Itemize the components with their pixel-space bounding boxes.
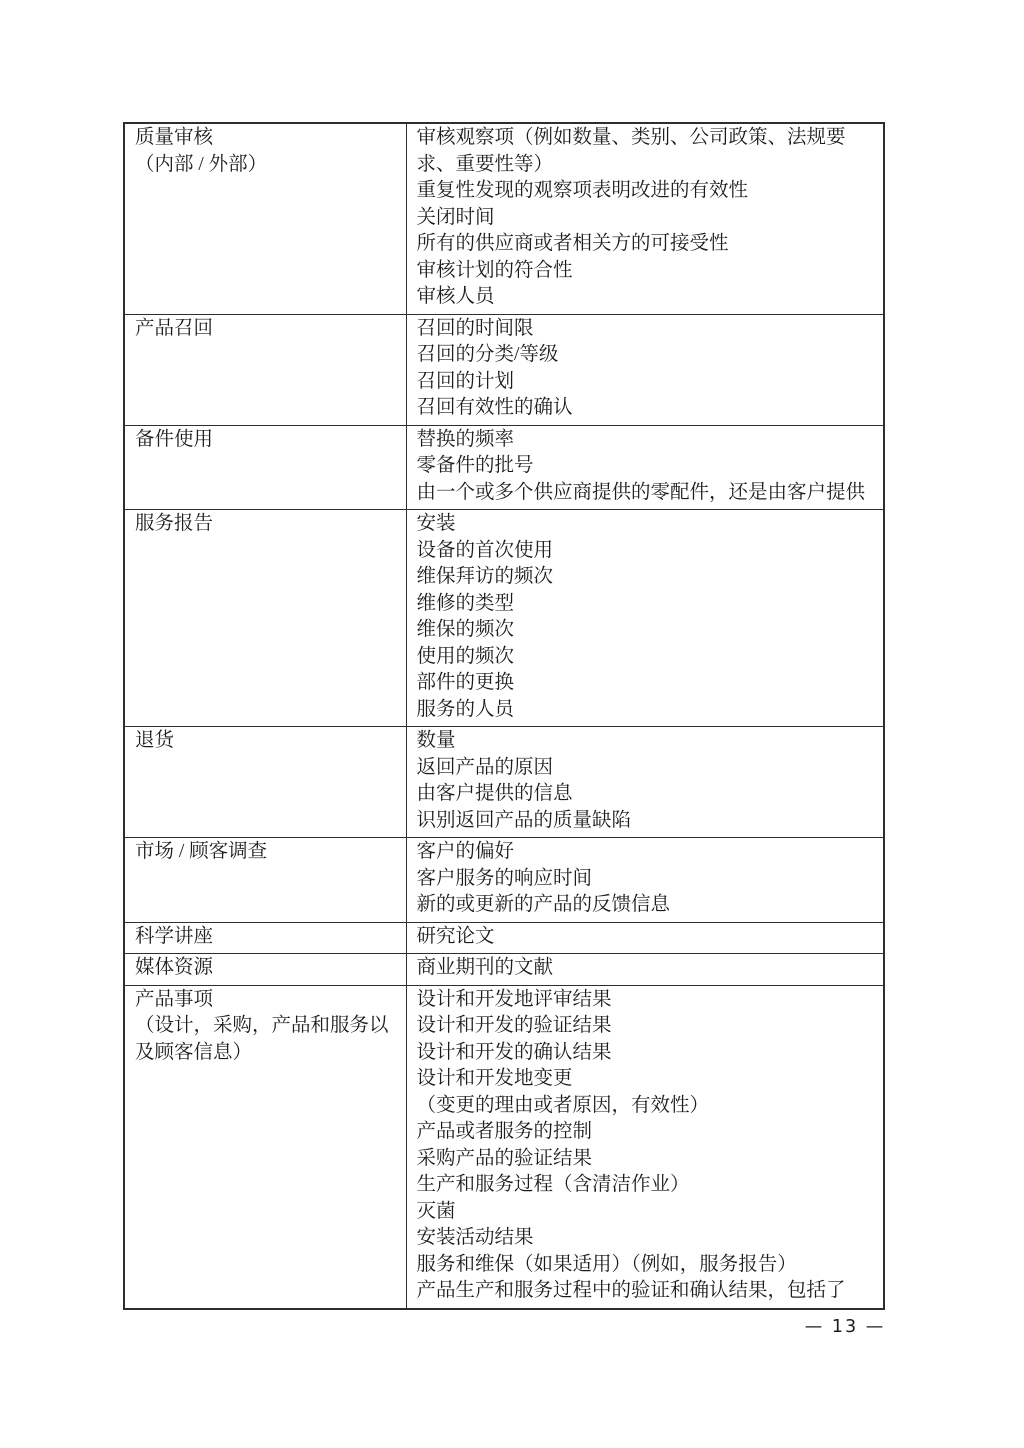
record-item: 返回产品的原因 xyxy=(416,756,554,778)
record-item: 生产和服务过程（含清洁作业） xyxy=(416,1174,690,1195)
topic-cell xyxy=(124,838,406,923)
record-item: 所有的供应商或者相关方的可接受性 xyxy=(416,233,729,254)
record-item: 替换的频率 xyxy=(416,428,515,450)
table-row xyxy=(124,425,884,510)
record-item: 新的或更新的产品的反馈信息 xyxy=(416,894,671,915)
items-cell xyxy=(406,425,884,510)
record-item: 数量 xyxy=(416,730,456,751)
topic-cell xyxy=(124,954,406,986)
record-item: 客户的偏好 xyxy=(416,841,515,862)
record-item: 维保的频次 xyxy=(416,619,515,640)
record-item: 客户服务的响应时间 xyxy=(416,867,593,889)
record-item: 设计和开发地评审结果 xyxy=(416,988,612,1010)
record-item: 研究论文 xyxy=(416,925,495,947)
items-cell xyxy=(406,922,884,954)
record-item: 由一个或多个供应商提供的零配件，还是由客户提供 xyxy=(416,481,866,503)
record-item: 审核观察项（例如数量、类别、公司政策、法规要求、重要性等） xyxy=(416,127,846,175)
record-item: 服务的人员 xyxy=(416,698,515,720)
table-row xyxy=(124,727,884,838)
record-item: 召回的计划 xyxy=(416,370,515,392)
record-item: （变更的理由或者原因，有效性） xyxy=(416,1094,710,1116)
records-table xyxy=(123,122,885,1310)
items-cell xyxy=(406,314,884,425)
topic-line: 科学讲座 xyxy=(135,925,214,947)
record-item: 采购产品的验证结果 xyxy=(416,1147,593,1169)
record-item: 零备件的批号 xyxy=(416,455,534,476)
topic-line: （设计，采购，产品和服务以及顾客信息） xyxy=(135,1015,389,1063)
items-cell xyxy=(406,985,884,1309)
topic-line: 产品事项 xyxy=(135,988,214,1010)
items-cell xyxy=(406,954,884,986)
record-item: 产品或者服务的控制 xyxy=(416,1121,593,1142)
topic-line: （内部 / 外部） xyxy=(135,153,268,175)
record-item: 设计和开发的确认结果 xyxy=(416,1041,612,1063)
record-item: 商业期刊的文献 xyxy=(416,957,554,978)
topic-line: 服务报告 xyxy=(135,513,214,534)
table-row xyxy=(124,838,884,923)
record-item: 召回的分类/等级 xyxy=(416,344,559,365)
topic-line: 退货 xyxy=(135,730,175,751)
topic-line: 备件使用 xyxy=(135,428,214,450)
topic-cell xyxy=(124,425,406,510)
record-item: 关闭时间 xyxy=(416,206,495,228)
record-item: 服务和维保（如果适用）（例如，服务报告） xyxy=(416,1253,797,1275)
table-row xyxy=(124,314,884,425)
record-item: 由客户提供的信息 xyxy=(416,783,573,804)
record-item: 审核计划的符合性 xyxy=(416,259,573,281)
topic-cell xyxy=(124,510,406,727)
record-item: 设计和开发地变更 xyxy=(416,1068,573,1089)
record-item: 审核人员 xyxy=(416,286,495,307)
record-item: 安装 xyxy=(416,513,456,534)
topic-line: 产品召回 xyxy=(135,317,214,339)
record-item: 设计和开发的验证结果 xyxy=(416,1015,612,1036)
record-item: 使用的频次 xyxy=(416,645,515,667)
topic-line: 市场 / 顾客调查 xyxy=(135,841,268,862)
topic-cell xyxy=(124,123,406,314)
table-row xyxy=(124,985,884,1309)
topic-line: 质量审核 xyxy=(135,127,214,148)
table-row xyxy=(124,510,884,727)
topic-cell xyxy=(124,922,406,954)
record-item: 重复性发现的观察项表明改进的有效性 xyxy=(416,180,749,201)
record-item: 产品生产和服务过程中的验证和确认结果，包括了 xyxy=(416,1280,846,1301)
table-row xyxy=(124,954,884,986)
items-cell xyxy=(406,727,884,838)
record-item: 维保拜访的频次 xyxy=(416,566,554,587)
topic-cell xyxy=(124,314,406,425)
table-row xyxy=(124,922,884,954)
record-item: 灭菌 xyxy=(416,1200,456,1222)
topic-cell xyxy=(124,985,406,1309)
record-item: 安装活动结果 xyxy=(416,1227,534,1248)
record-item: 识别返回产品的质量缺陷 xyxy=(416,809,632,831)
page-number: — 13 — xyxy=(804,1317,886,1337)
items-cell xyxy=(406,510,884,727)
items-cell xyxy=(406,838,884,923)
table-row xyxy=(124,123,884,314)
records-table-body xyxy=(124,123,884,1309)
record-item: 召回有效性的确认 xyxy=(416,397,573,418)
topic-cell xyxy=(124,727,406,838)
record-item: 维修的类型 xyxy=(416,592,515,614)
topic-line: 媒体资源 xyxy=(135,957,214,978)
record-item: 召回的时间限 xyxy=(416,317,534,339)
items-cell xyxy=(406,123,884,314)
record-item: 设备的首次使用 xyxy=(416,539,554,561)
record-item: 部件的更换 xyxy=(416,672,515,693)
